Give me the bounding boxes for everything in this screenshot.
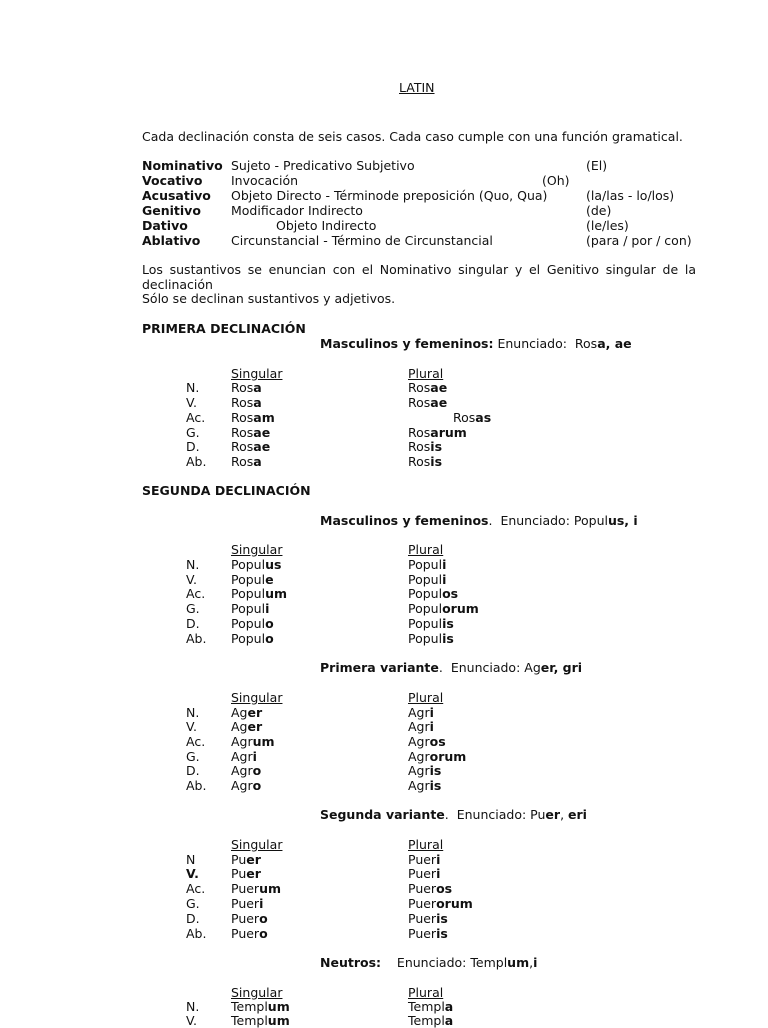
plural-header: Plural [408, 542, 444, 557]
plural-form: Pueris [408, 926, 448, 941]
plural-form: Populis [408, 616, 454, 631]
table-heading: Primera variante. Enunciado: Ager, gri [320, 660, 583, 675]
table-heading: Segunda variante. Enunciado: Puer, eri [320, 807, 587, 822]
plural-form: Agros [408, 734, 446, 749]
singular-form: Populo [231, 631, 274, 646]
singular-form: Rosa [231, 454, 262, 469]
plural-form: Rosis [408, 439, 443, 454]
case-abbr: Ac. [186, 586, 206, 601]
heading-label: Neutros: [320, 955, 382, 970]
case-abbr: N. [186, 557, 200, 572]
singular-form: Pueri [231, 896, 264, 911]
plural-form: Agrorum [408, 749, 467, 764]
enunciado-stem: Popul [573, 513, 608, 528]
singular-header: Singular [231, 985, 283, 1000]
case-abbr: Ab. [186, 631, 207, 646]
plural-form: Pueros [408, 881, 453, 896]
plural-form: Rosarum [408, 425, 467, 440]
enunciado-stem: Pu [530, 807, 546, 822]
case-abbr: N [186, 852, 196, 867]
singular-form: Popule [231, 572, 274, 587]
singular-header: Singular [231, 690, 283, 705]
plural-form: Agri [408, 719, 434, 734]
singular-form: Rosae [231, 439, 271, 454]
plural-form: Templa [408, 1013, 454, 1028]
case-name: Genitivo [142, 203, 201, 218]
singular-form: Agro [231, 778, 262, 793]
table-heading: Neutros: Enunciado: Templum,i [320, 955, 538, 970]
case-abbr: D. [186, 616, 200, 631]
singular-form: Agro [231, 763, 262, 778]
heading-label: Masculinos y femeninos [320, 513, 489, 528]
plural-form: Puerorum [408, 896, 473, 911]
paragraph: Sólo se declinan sustantivos y adjetivos. [142, 291, 396, 306]
singular-form: Rosa [231, 395, 262, 410]
plural-form: Populorum [408, 601, 479, 616]
plural-form: Templa [408, 999, 454, 1014]
enunciado-ending: us, i [607, 513, 638, 528]
case-abbr: Ac. [186, 881, 206, 896]
plural-form: Rosis [408, 454, 443, 469]
case-abbr: Ac. [186, 410, 206, 425]
case-abbr: G. [186, 601, 200, 616]
case-translation: (para / por / con) [586, 233, 692, 248]
plural-form: Rosae [408, 395, 448, 410]
enunciado-ending: a, ae [597, 336, 632, 351]
enunciado-ending: eri [568, 807, 587, 822]
plural-form: Rosae [408, 380, 448, 395]
plural-header: Plural [408, 366, 444, 381]
case-name: Nominativo [142, 158, 223, 173]
case-abbr: Ab. [186, 778, 207, 793]
singular-form: Agri [231, 749, 257, 764]
page-title: LATIN [399, 80, 435, 95]
plural-form: Populis [408, 631, 454, 646]
plural-form: Populos [408, 586, 459, 601]
enunciado-label: Enunciado: [497, 336, 567, 351]
case-abbr: V. [186, 395, 197, 410]
case-abbr: D. [186, 911, 200, 926]
case-name: Vocativo [142, 173, 203, 188]
singular-form: Rosae [231, 425, 271, 440]
plural-header: Plural [408, 837, 444, 852]
intro-text: Cada declinación consta de seis casos. Cada caso cumple con una función gramatical. [142, 129, 683, 144]
section-heading: SEGUNDA DECLINACIÓN [142, 483, 311, 498]
enunciado-label: Enunciado: [396, 955, 467, 970]
enunciado-stem: Ag [524, 660, 541, 675]
enunciado-label: Enunciado: [450, 660, 521, 675]
table-heading: Masculinos y femeninos. Enunciado: Populus, i [320, 513, 638, 528]
singular-form: Rosa [231, 380, 262, 395]
heading-label: Segunda variante [320, 807, 445, 822]
table-heading [320, 336, 632, 351]
plural-form: Populi [408, 557, 447, 572]
case-translation: (de) [586, 203, 612, 218]
enunciado-ending: i [533, 955, 538, 970]
singular-form: Puero [231, 926, 268, 941]
section-heading: PRIMERA DECLINACIÓN [142, 321, 306, 336]
singular-form: Puerum [231, 881, 282, 896]
plural-form: Pueris [408, 911, 448, 926]
singular-form: Populo [231, 616, 274, 631]
singular-form: Puer [231, 866, 261, 881]
case-translation: (Oh) [542, 173, 570, 188]
enunciado-label: Enunciado: [456, 807, 527, 822]
enunciado-stem: Ros [574, 336, 598, 351]
case-abbr: Ab. [186, 926, 207, 941]
singular-header: Singular [231, 366, 283, 381]
case-abbr: Ac. [186, 734, 206, 749]
enunciado-ending: um [507, 955, 530, 970]
case-translation: (El) [586, 158, 608, 173]
heading-label: Primera variante [320, 660, 439, 675]
singular-form: Agrum [231, 734, 275, 749]
case-translation: (le/les) [586, 218, 629, 233]
case-abbr: N. [186, 380, 200, 395]
singular-form: Populum [231, 586, 288, 601]
plural-form: Agris [408, 778, 442, 793]
case-abbr: N. [186, 705, 200, 720]
case-function: Objeto Indirecto [276, 218, 377, 233]
case-translation: (la/las - lo/los) [586, 188, 675, 203]
case-abbr: V. [186, 572, 197, 587]
enunciado-ending: er [545, 807, 561, 822]
case-function: Objeto Directo - Términode preposición (Quo, Qua) [231, 188, 548, 203]
singular-form: Templum [231, 1013, 290, 1028]
case-function: Modificador Indirecto [231, 203, 363, 218]
plural-form: Rosas [453, 410, 492, 425]
case-function: Invocación [231, 173, 299, 188]
singular-form: Ager [231, 719, 263, 734]
singular-form: Populus [231, 557, 282, 572]
plural-header: Plural [408, 985, 444, 1000]
case-abbr: V. [186, 1013, 197, 1028]
singular-form: Populi [231, 601, 270, 616]
singular-form: Rosam [231, 410, 275, 425]
case-name: Dativo [142, 218, 188, 233]
singular-form: Templum [231, 999, 290, 1014]
singular-form: Puero [231, 911, 268, 926]
singular-header: Singular [231, 542, 283, 557]
case-function: Sujeto - Predicativo Subjetivo [231, 158, 415, 173]
heading-label: Masculinos y femeninos: [320, 336, 494, 351]
singular-header: Singular [231, 837, 283, 852]
case-abbr: Ab. [186, 454, 207, 469]
case-abbr: G. [186, 425, 200, 440]
plural-form: Populi [408, 572, 447, 587]
paragraph: Los sustantivos se enuncian con el Nominativo singular y el Genitivo singular de la declinación [142, 262, 696, 292]
plural-header: Plural [408, 690, 444, 705]
plural-form: Pueri [408, 866, 441, 881]
case-abbr: V. [186, 866, 199, 881]
case-function: Circunstancial - Término de Circunstancial [231, 233, 493, 248]
enunciado-ending: er, gri [540, 660, 583, 675]
case-abbr: G. [186, 896, 200, 911]
case-abbr: D. [186, 439, 200, 454]
plural-form: Agris [408, 763, 442, 778]
case-name: Ablativo [142, 233, 201, 248]
case-abbr: N. [186, 999, 200, 1014]
plural-form: Agri [408, 705, 434, 720]
case-abbr: G. [186, 749, 200, 764]
case-abbr: V. [186, 719, 197, 734]
case-abbr: D. [186, 763, 200, 778]
enunciado-stem: Templ [470, 955, 508, 970]
case-name: Acusativo [142, 188, 211, 203]
singular-form: Ager [231, 705, 263, 720]
enunciado-label: Enunciado: [500, 513, 570, 528]
plural-form: Pueri [408, 852, 441, 867]
singular-form: Puer [231, 852, 261, 867]
